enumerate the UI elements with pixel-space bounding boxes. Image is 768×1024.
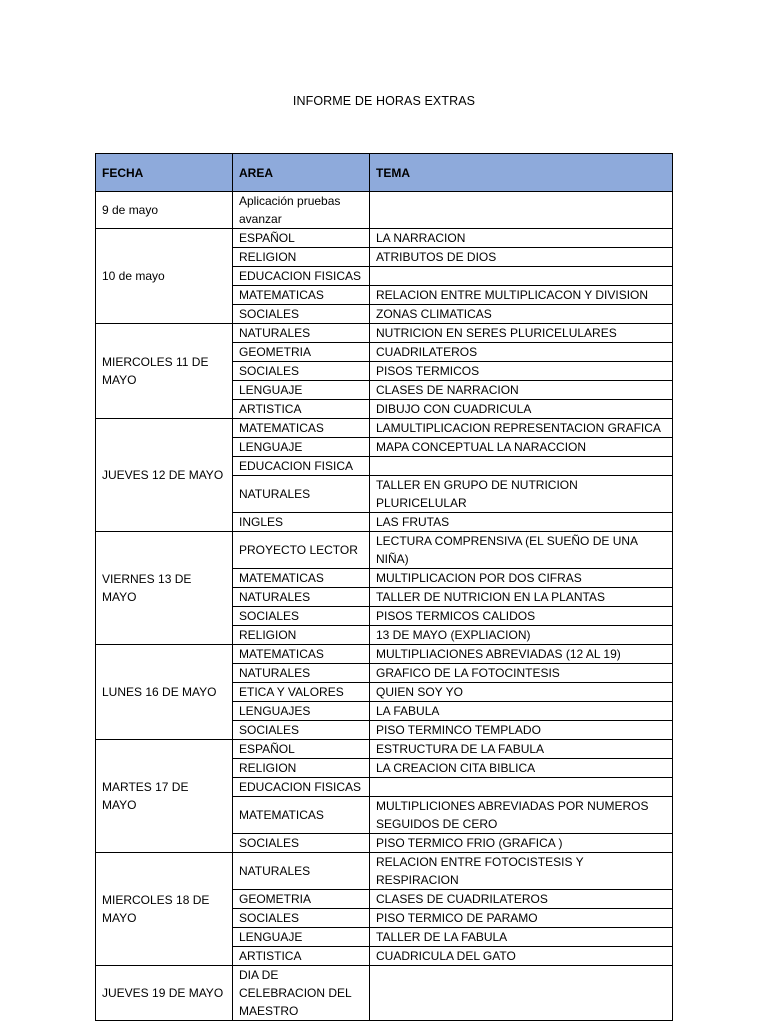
area-cell: SOCIALES xyxy=(233,607,370,626)
area-cell: ARTISTICA xyxy=(233,947,370,966)
tema-cell: MULTIPLIACIONES ABREVIADAS (12 AL 19) xyxy=(370,645,673,664)
tema-cell: LAMULTIPLICACION REPRESENTACION GRAFICA xyxy=(370,419,673,438)
fecha-cell: 10 de mayo xyxy=(96,229,233,324)
tema-cell: PISOS TERMICOS xyxy=(370,362,673,381)
area-cell: SOCIALES xyxy=(233,305,370,324)
tema-cell: LA NARRACION xyxy=(370,229,673,248)
document-title: INFORME DE HORAS EXTRAS xyxy=(292,94,476,108)
table-row xyxy=(96,324,673,343)
area-cell: NATURALES xyxy=(233,476,370,513)
fecha-cell: 9 de mayo xyxy=(96,192,233,229)
tema-cell: MAPA CONCEPTUAL LA NARACCION xyxy=(370,438,673,457)
table-row xyxy=(96,192,673,229)
tema-cell: GRAFICO DE LA FOTOCINTESIS xyxy=(370,664,673,683)
area-cell: GEOMETRIA xyxy=(233,343,370,362)
tema-cell: TALLER DE LA FABULA xyxy=(370,928,673,947)
area-cell: RELIGION xyxy=(233,626,370,645)
table-row xyxy=(96,966,673,1021)
fecha-cell: LUNES 16 DE MAYO xyxy=(96,645,233,740)
table-row xyxy=(96,853,673,890)
tema-cell: PISO TERMINCO TEMPLADO xyxy=(370,721,673,740)
area-cell: SOCIALES xyxy=(233,834,370,853)
tema-cell xyxy=(370,778,673,797)
table-body xyxy=(96,192,673,1021)
tema-cell: NUTRICION EN SERES PLURICELULARES xyxy=(370,324,673,343)
area-cell: GEOMETRIA xyxy=(233,890,370,909)
tema-cell: LAS FRUTAS xyxy=(370,513,673,532)
area-cell: MATEMATICAS xyxy=(233,645,370,664)
area-cell: LENGUAJE xyxy=(233,381,370,400)
header-area: AREA xyxy=(233,154,370,192)
tema-cell: CUADRICULA DEL GATO xyxy=(370,947,673,966)
area-cell: LENGUAJE xyxy=(233,438,370,457)
fecha-cell: MIERCOLES 18 DE MAYO xyxy=(96,853,233,966)
tema-cell: ATRIBUTOS DE DIOS xyxy=(370,248,673,267)
fecha-cell: JUEVES 12 DE MAYO xyxy=(96,419,233,532)
header-tema: TEMA xyxy=(370,154,673,192)
area-cell: LENGUAJE xyxy=(233,928,370,947)
area-cell: MATEMATICAS xyxy=(233,797,370,834)
fecha-cell: MIERCOLES 11 DE MAYO xyxy=(96,324,233,419)
area-cell: RELIGION xyxy=(233,759,370,778)
tema-cell: CUADRILATEROS xyxy=(370,343,673,362)
tema-cell: ESTRUCTURA DE LA FABULA xyxy=(370,740,673,759)
tema-cell: DIBUJO CON CUADRICULA xyxy=(370,400,673,419)
tema-cell: QUIEN SOY YO xyxy=(370,683,673,702)
fecha-cell: VIERNES 13 DE MAYO xyxy=(96,532,233,645)
area-cell: MATEMATICAS xyxy=(233,569,370,588)
area-cell: SOCIALES xyxy=(233,362,370,381)
tema-cell: LECTURA COMPRENSIVA (EL SUEÑO DE UNA NIÑA) xyxy=(370,532,673,569)
tema-cell: PISO TERMICO FRIO (GRAFICA ) xyxy=(370,834,673,853)
tema-cell: PISO TERMICO DE PARAMO xyxy=(370,909,673,928)
area-cell: EDUCACION FISICAS xyxy=(233,778,370,797)
area-cell: NATURALES xyxy=(233,853,370,890)
area-cell: MATEMATICAS xyxy=(233,286,370,305)
table-row xyxy=(96,740,673,759)
tema-cell: LA CREACION CITA BIBLICA xyxy=(370,759,673,778)
tema-cell: RELACION ENTRE FOTOCISTESIS Y RESPIRACION xyxy=(370,853,673,890)
tema-cell: CLASES DE NARRACION xyxy=(370,381,673,400)
area-cell: MATEMATICAS xyxy=(233,419,370,438)
tema-cell: TALLER DE NUTRICION EN LA PLANTAS xyxy=(370,588,673,607)
table-row xyxy=(96,419,673,438)
area-cell: ESPAÑOL xyxy=(233,229,370,248)
tema-cell: CLASES DE CUADRILATEROS xyxy=(370,890,673,909)
area-cell: ETICA Y VALORES xyxy=(233,683,370,702)
area-cell: RELIGION xyxy=(233,248,370,267)
area-cell: ESPAÑOL xyxy=(233,740,370,759)
tema-cell xyxy=(370,457,673,476)
tema-cell xyxy=(370,267,673,286)
tema-cell: 13 DE MAYO (EXPLIACION) xyxy=(370,626,673,645)
tema-cell: MULTIPLICACION POR DOS CIFRAS xyxy=(370,569,673,588)
table-row xyxy=(96,645,673,664)
area-cell: EDUCACION FISICAS xyxy=(233,267,370,286)
table-header-row xyxy=(96,154,673,192)
tema-cell: TALLER EN GRUPO DE NUTRICION PLURICELULAR xyxy=(370,476,673,513)
area-cell: ARTISTICA xyxy=(233,400,370,419)
area-cell: LENGUAJES xyxy=(233,702,370,721)
table-row xyxy=(96,532,673,569)
area-cell: DIA DE CELEBRACION DEL MAESTRO xyxy=(233,966,370,1021)
tema-cell: ZONAS CLIMATICAS xyxy=(370,305,673,324)
area-cell: INGLES xyxy=(233,513,370,532)
fecha-cell: JUEVES 19 DE MAYO xyxy=(96,966,233,1021)
tema-cell: RELACION ENTRE MULTIPLICACON Y DIVISION xyxy=(370,286,673,305)
area-cell: NATURALES xyxy=(233,664,370,683)
area-cell: EDUCACION FISICA xyxy=(233,457,370,476)
header-fecha: FECHA xyxy=(96,154,233,192)
area-cell: SOCIALES xyxy=(233,909,370,928)
table-row xyxy=(96,229,673,248)
tema-cell xyxy=(370,192,673,229)
tema-cell xyxy=(370,966,673,1021)
tema-cell: PISOS TERMICOS CALIDOS xyxy=(370,607,673,626)
overtime-table xyxy=(95,153,673,1021)
area-cell: SOCIALES xyxy=(233,721,370,740)
area-cell: NATURALES xyxy=(233,588,370,607)
tema-cell: MULTIPLICIONES ABREVIADAS POR NUMEROS SEGUIDOS DE CERO xyxy=(370,797,673,834)
fecha-cell: MARTES 17 DE MAYO xyxy=(96,740,233,853)
tema-cell: LA FABULA xyxy=(370,702,673,721)
area-cell: Aplicación pruebas avanzar xyxy=(233,192,370,229)
area-cell: PROYECTO LECTOR xyxy=(233,532,370,569)
area-cell: NATURALES xyxy=(233,324,370,343)
